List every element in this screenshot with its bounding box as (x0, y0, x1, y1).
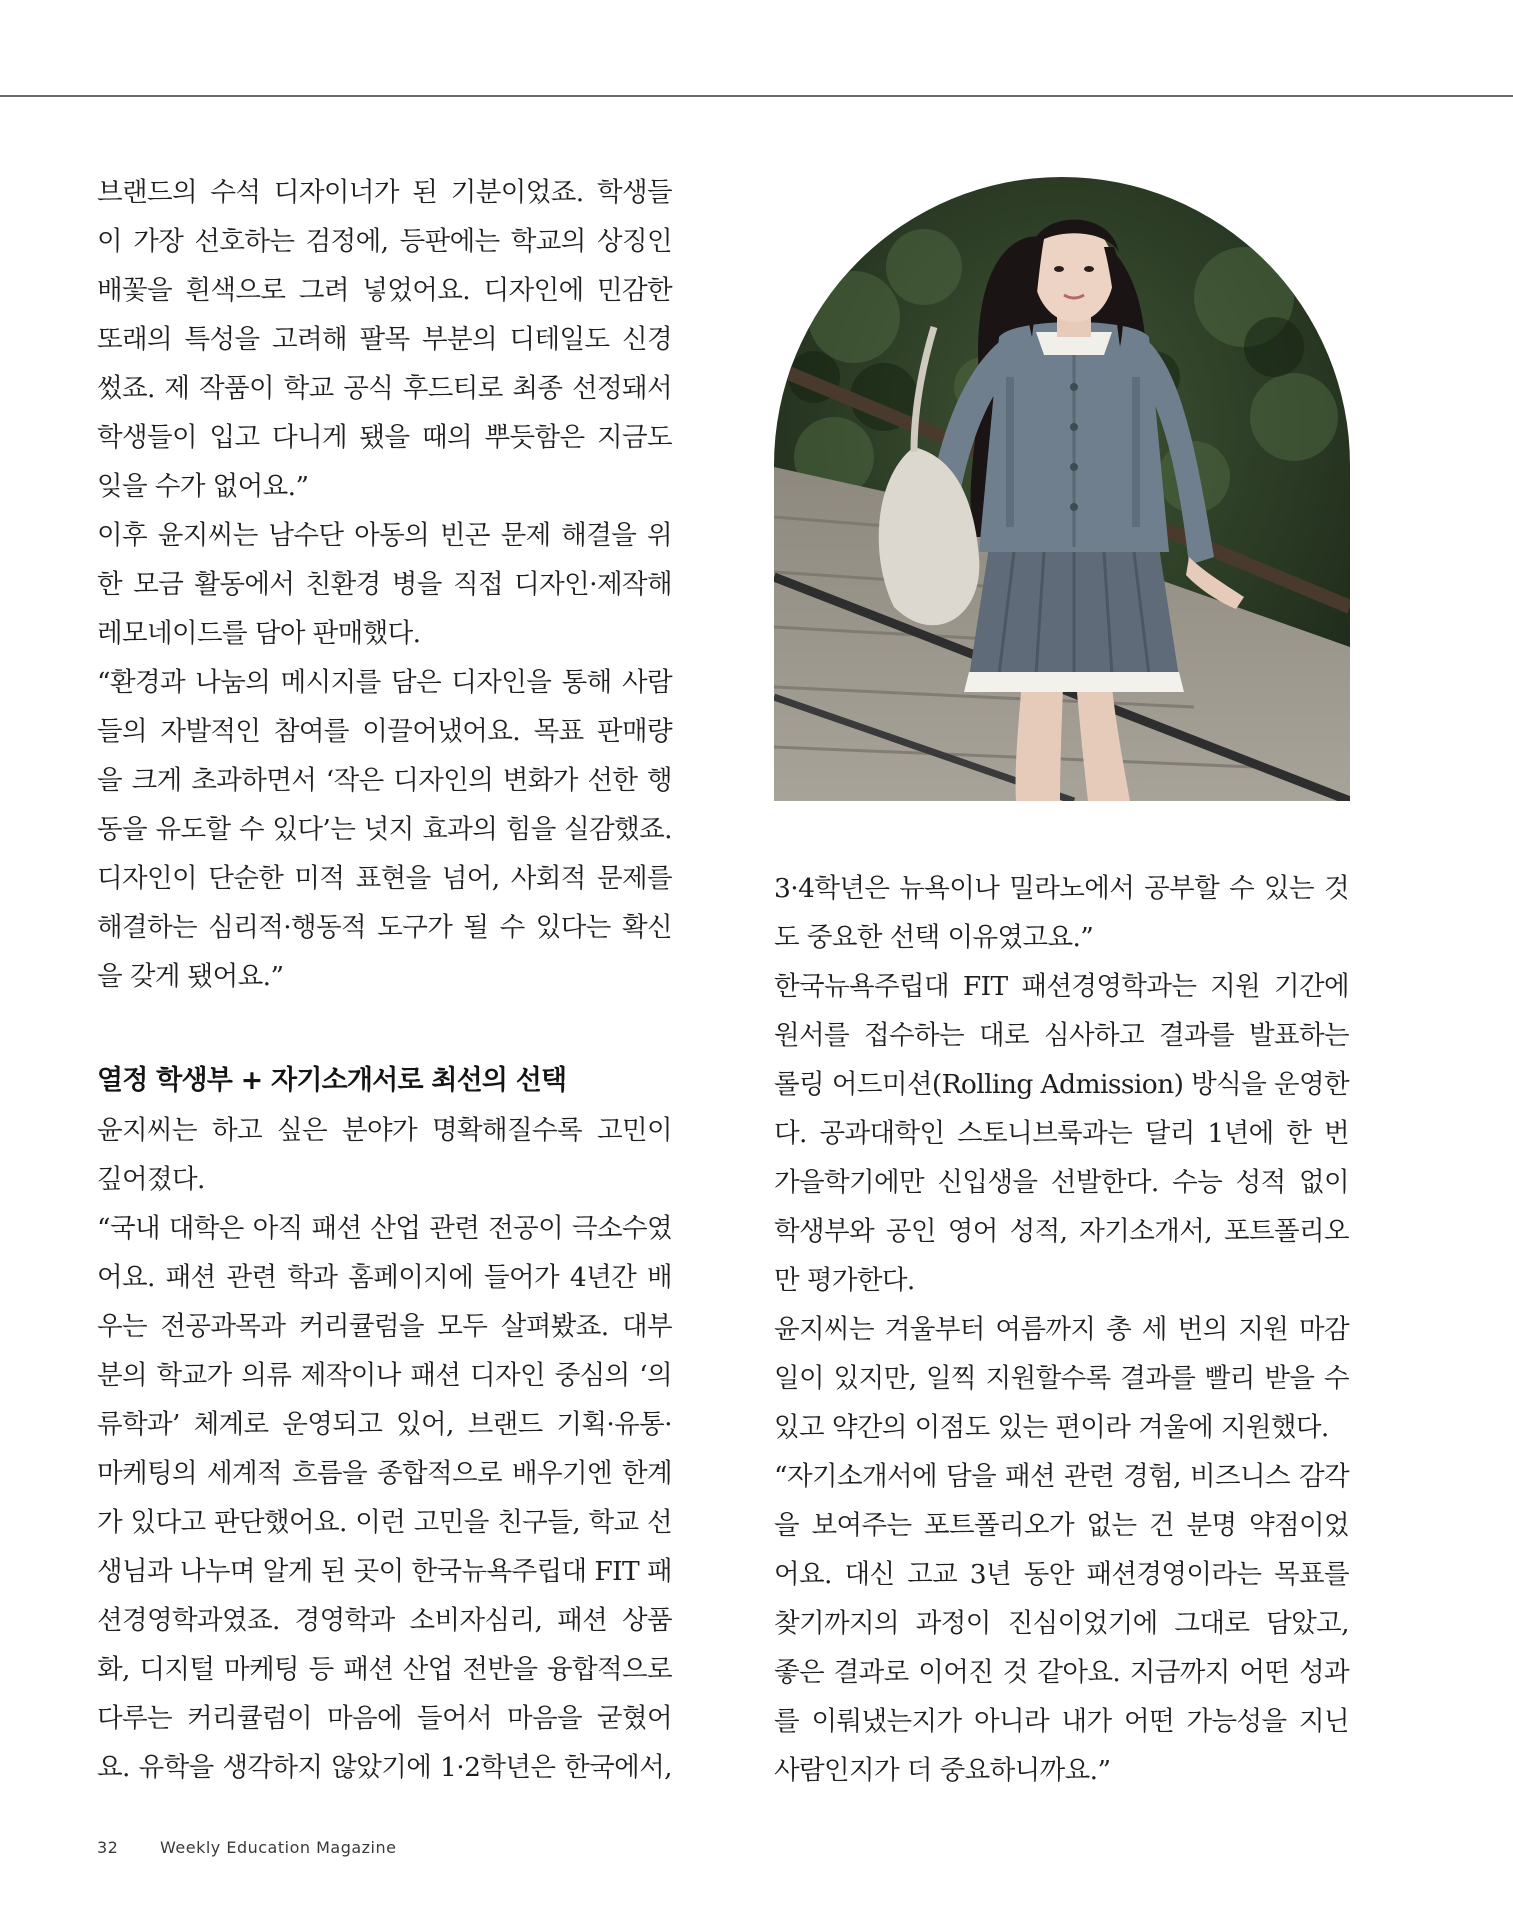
body-line: 들의 자발적인 참여를 이끌어냈어요. 목표 판매량 (97, 716, 672, 747)
body-line: 한국뉴욕주립대 FIT 패션경영학과는 지원 기간에 (774, 971, 1349, 1002)
body-line: 션경영학과였죠. 경영학과 소비자심리, 패션 상품 (97, 1605, 672, 1636)
body-line: 깊어졌다. (97, 1164, 205, 1195)
body-line: 학생들이 입고 다니게 됐을 때의 뿌듯함은 지금도 (97, 422, 672, 453)
body-line: 이후 윤지씨는 남수단 아동의 빈곤 문제 해결을 위 (97, 520, 672, 551)
body-line: 해결하는 심리적·행동적 도구가 될 수 있다는 확신 (97, 912, 672, 943)
body-line: 좋은 결과로 이어진 것 같아요. 지금까지 어떤 성과 (774, 1657, 1349, 1688)
body-line: 윤지씨는 겨울부터 여름까지 총 세 번의 지원 마감 (774, 1314, 1349, 1345)
body-line: “환경과 나눔의 메시지를 담은 디자인을 통해 사람 (97, 667, 672, 698)
page-number: 32 (97, 1838, 119, 1857)
body-line: 가 있다고 판단했어요. 이런 고민을 친구들, 학교 선 (97, 1507, 672, 1538)
body-line: 를 이뤄냈는지가 아니라 내가 어떤 가능성을 지닌 (774, 1706, 1349, 1737)
body-line: 학생부와 공인 영어 성적, 자기소개서, 포트폴리오 (774, 1216, 1349, 1247)
body-line: 배꽃을 흰색으로 그려 넣었어요. 디자인에 민감한 (97, 275, 672, 306)
body-line: 생님과 나누며 알게 된 곳이 한국뉴욕주립대 FIT 패 (97, 1556, 672, 1587)
body-line: 이 가장 선호하는 검정에, 등판에는 학교의 상징인 (97, 226, 672, 257)
body-line: 분의 학교가 의류 제작이나 패션 디자인 중심의 ‘의 (97, 1360, 672, 1391)
top-divider (0, 95, 1513, 97)
body-line: 만 평가한다. (774, 1265, 915, 1296)
body-line: 썼죠. 제 작품이 학교 공식 후드티로 최종 선정돼서 (97, 373, 672, 404)
body-line: 어요. 패션 관련 학과 홈페이지에 들어가 4년간 배 (97, 1262, 672, 1293)
body-line: 다. 공과대학인 스토니브룩과는 달리 1년에 한 번 (774, 1118, 1349, 1149)
body-line: 브랜드의 수석 디자이너가 된 기분이었죠. 학생들 (97, 177, 672, 208)
body-line: 잊을 수가 없어요.” (97, 471, 309, 502)
body-line: 디자인이 단순한 미적 표현을 넘어, 사회적 문제를 (97, 863, 672, 894)
portrait-photo (774, 177, 1350, 801)
body-line: 사람인지가 더 중요하니까요.” (774, 1755, 1111, 1786)
body-line: 도 중요한 선택 이유였고요.” (774, 922, 1094, 953)
body-line: 레모네이드를 담아 판매했다. (97, 618, 421, 649)
body-line: 롤링 어드미션(Rolling Admission) 방식을 운영한 (774, 1069, 1349, 1100)
body-line: 일이 있지만, 일찍 지원할수록 결과를 빨리 받을 수 (774, 1363, 1349, 1394)
body-line: 또래의 특성을 고려해 팔목 부분의 디테일도 신경 (97, 324, 672, 355)
body-line: 찾기까지의 과정이 진심이었기에 그대로 담았고, (774, 1608, 1349, 1639)
body-line: 우는 전공과목과 커리큘럼을 모두 살펴봤죠. 대부 (97, 1311, 672, 1342)
magazine-name: Weekly Education Magazine (160, 1838, 397, 1857)
body-line: 류학과’ 체계로 운영되고 있어, 브랜드 기획·유통· (97, 1409, 672, 1440)
body-line: 마케팅의 세계적 흐름을 종합적으로 배우기엔 한계 (97, 1458, 672, 1489)
body-line: 다루는 커리큘럼이 마음에 들어서 마음을 굳혔어 (97, 1703, 672, 1734)
body-line: 있고 약간의 이점도 있는 편이라 겨울에 지원했다. (774, 1412, 1329, 1443)
body-line: 한 모금 활동에서 친환경 병을 직접 디자인·제작해 (97, 569, 672, 600)
body-line: “자기소개서에 담을 패션 관련 경험, 비즈니스 감각 (774, 1461, 1349, 1492)
body-line: 을 보여주는 포트폴리오가 없는 건 분명 약점이었 (774, 1510, 1349, 1541)
body-line: 화, 디지털 마케팅 등 패션 산업 전반을 융합적으로 (97, 1654, 672, 1685)
body-line: 가을학기에만 신입생을 선발한다. 수능 성적 없이 (774, 1167, 1349, 1198)
body-line: 어요. 대신 고교 3년 동안 패션경영이라는 목표를 (774, 1559, 1349, 1590)
body-line: 윤지씨는 하고 싶은 분야가 명확해질수록 고민이 (97, 1115, 672, 1146)
body-line: 요. 유학을 생각하지 않았기에 1·2학년은 한국에서, (97, 1752, 672, 1783)
body-line: 원서를 접수하는 대로 심사하고 결과를 발표하는 (774, 1020, 1349, 1051)
body-line: 3·4학년은 뉴욕이나 밀라노에서 공부할 수 있는 것 (774, 873, 1349, 904)
section-heading: 열정 학생부 + 자기소개서로 최선의 선택 (97, 1065, 567, 1096)
body-line: 동을 유도할 수 있다’는 넛지 효과의 힘을 실감했죠. (97, 814, 672, 845)
body-line: “국내 대학은 아직 패션 산업 관련 전공이 극소수였 (97, 1213, 672, 1244)
body-line: 을 갖게 됐어요.” (97, 961, 284, 992)
body-line: 을 크게 초과하면서 ‘작은 디자인의 변화가 선한 행 (97, 765, 672, 796)
